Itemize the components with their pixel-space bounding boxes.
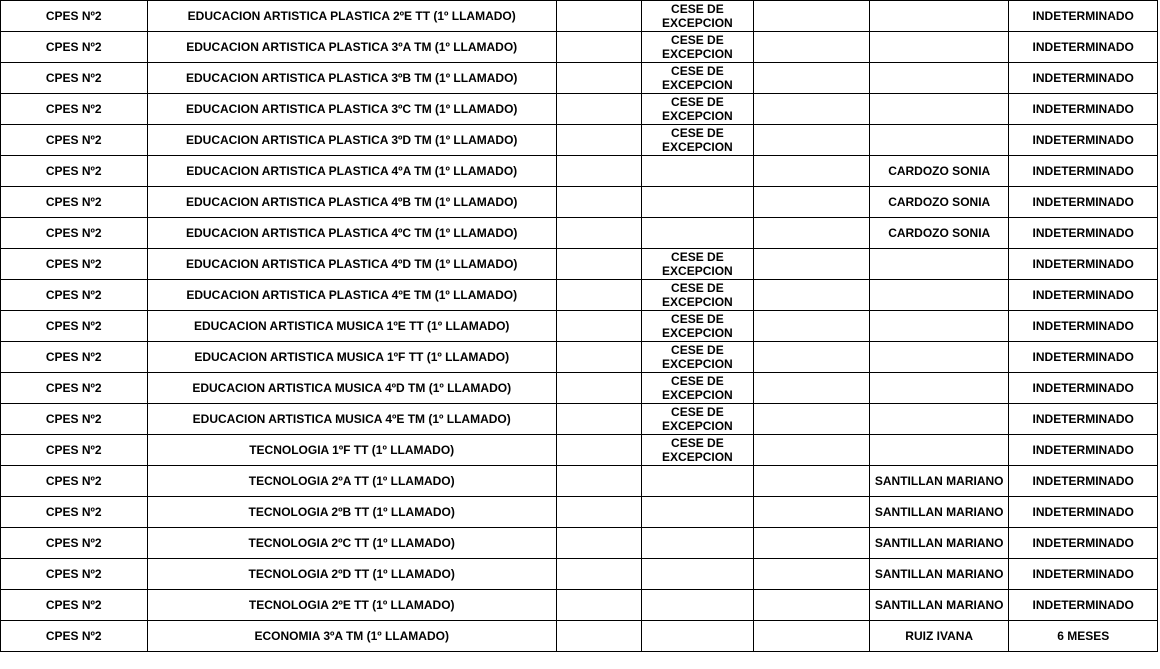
cell-empty-col5 (753, 63, 869, 94)
cell-reason (642, 559, 753, 590)
cell-duration: INDETERMINADO (1009, 311, 1158, 342)
cell-empty-col3 (556, 280, 641, 311)
cell-teacher: SANTILLAN MARIANO (869, 497, 1008, 528)
cell-duration: INDETERMINADO (1009, 497, 1158, 528)
table-row (1, 466, 1158, 497)
cell-institution: CPES Nº2 (1, 590, 148, 621)
cell-institution: CPES Nº2 (1, 311, 148, 342)
cell-teacher (869, 63, 1008, 94)
cell-empty-col3 (556, 125, 641, 156)
cell-subject: TECNOLOGIA 2ºB TT (1º LLAMADO) (147, 497, 556, 528)
cell-teacher: CARDOZO SONIA (869, 187, 1008, 218)
table-row (1, 94, 1158, 125)
cell-reason (642, 218, 753, 249)
table-row (1, 528, 1158, 559)
cell-institution: CPES Nº2 (1, 63, 148, 94)
cell-empty-col3 (556, 32, 641, 63)
cell-teacher: SANTILLAN MARIANO (869, 559, 1008, 590)
cell-empty-col3 (556, 187, 641, 218)
cell-subject: EDUCACION ARTISTICA PLASTICA 3ºD TM (1º LLAMADO) (147, 125, 556, 156)
table-row (1, 497, 1158, 528)
cell-subject: TECNOLOGIA 1ºF TT (1º LLAMADO) (147, 435, 556, 466)
cell-subject: EDUCACION ARTISTICA PLASTICA 3ºC TM (1º LLAMADO) (147, 94, 556, 125)
table-row (1, 621, 1158, 652)
cell-empty-col3 (556, 218, 641, 249)
table-row (1, 373, 1158, 404)
cell-reason: CESE DE EXCEPCION (642, 280, 753, 311)
cell-duration: INDETERMINADO (1009, 94, 1158, 125)
cell-institution: CPES Nº2 (1, 404, 148, 435)
cell-institution: CPES Nº2 (1, 218, 148, 249)
cell-teacher (869, 373, 1008, 404)
cell-reason (642, 621, 753, 652)
cell-empty-col5 (753, 125, 869, 156)
cell-duration: INDETERMINADO (1009, 435, 1158, 466)
cell-empty-col3 (556, 156, 641, 187)
cell-institution: CPES Nº2 (1, 621, 148, 652)
cell-empty-col3 (556, 590, 641, 621)
cell-duration: INDETERMINADO (1009, 218, 1158, 249)
cell-reason (642, 497, 753, 528)
cell-reason (642, 466, 753, 497)
cell-reason (642, 590, 753, 621)
cell-teacher (869, 311, 1008, 342)
cell-reason: CESE DE EXCEPCION (642, 1, 753, 32)
cell-institution: CPES Nº2 (1, 1, 148, 32)
table-row (1, 280, 1158, 311)
cell-reason: CESE DE EXCEPCION (642, 373, 753, 404)
cell-duration: 6 MESES (1009, 621, 1158, 652)
cell-empty-col5 (753, 311, 869, 342)
cell-subject: EDUCACION ARTISTICA MUSICA 1ºF TT (1º LLAMADO) (147, 342, 556, 373)
cell-empty-col3 (556, 528, 641, 559)
cell-teacher: SANTILLAN MARIANO (869, 466, 1008, 497)
cell-institution: CPES Nº2 (1, 466, 148, 497)
cell-subject: EDUCACION ARTISTICA PLASTICA 2ºE TT (1º LLAMADO) (147, 1, 556, 32)
cell-institution: CPES Nº2 (1, 559, 148, 590)
cell-empty-col3 (556, 311, 641, 342)
cell-empty-col3 (556, 249, 641, 280)
cell-reason (642, 528, 753, 559)
cell-teacher (869, 1, 1008, 32)
cell-duration: INDETERMINADO (1009, 466, 1158, 497)
cell-empty-col3 (556, 94, 641, 125)
cell-duration: INDETERMINADO (1009, 187, 1158, 218)
cell-empty-col5 (753, 280, 869, 311)
cell-teacher: SANTILLAN MARIANO (869, 528, 1008, 559)
cell-duration: INDETERMINADO (1009, 559, 1158, 590)
cell-teacher: SANTILLAN MARIANO (869, 590, 1008, 621)
cell-duration: INDETERMINADO (1009, 156, 1158, 187)
cell-teacher (869, 94, 1008, 125)
cell-empty-col3 (556, 1, 641, 32)
cell-institution: CPES Nº2 (1, 125, 148, 156)
table-row (1, 218, 1158, 249)
cell-subject: EDUCACION ARTISTICA PLASTICA 4ºD TM (1º LLAMADO) (147, 249, 556, 280)
cell-empty-col5 (753, 497, 869, 528)
cell-duration: INDETERMINADO (1009, 590, 1158, 621)
cell-teacher (869, 249, 1008, 280)
table-row (1, 187, 1158, 218)
cell-duration: INDETERMINADO (1009, 125, 1158, 156)
cell-empty-col5 (753, 249, 869, 280)
cell-institution: CPES Nº2 (1, 373, 148, 404)
table-row (1, 311, 1158, 342)
cell-empty-col3 (556, 466, 641, 497)
cell-institution: CPES Nº2 (1, 32, 148, 63)
cell-institution: CPES Nº2 (1, 249, 148, 280)
cell-empty-col3 (556, 342, 641, 373)
table-row (1, 1, 1158, 32)
table-row (1, 63, 1158, 94)
cell-empty-col5 (753, 621, 869, 652)
cell-subject: ECONOMIA 3ºA TM (1º LLAMADO) (147, 621, 556, 652)
cell-institution: CPES Nº2 (1, 187, 148, 218)
cell-institution: CPES Nº2 (1, 342, 148, 373)
table-row (1, 156, 1158, 187)
cell-reason: CESE DE EXCEPCION (642, 32, 753, 63)
table-row (1, 559, 1158, 590)
cell-empty-col3 (556, 373, 641, 404)
cell-empty-col3 (556, 404, 641, 435)
cell-reason: CESE DE EXCEPCION (642, 125, 753, 156)
cell-subject: EDUCACION ARTISTICA MUSICA 1ºE TT (1º LLAMADO) (147, 311, 556, 342)
cell-teacher: CARDOZO SONIA (869, 218, 1008, 249)
cell-reason (642, 187, 753, 218)
cell-reason: CESE DE EXCEPCION (642, 249, 753, 280)
cell-institution: CPES Nº2 (1, 280, 148, 311)
cell-reason: CESE DE EXCEPCION (642, 342, 753, 373)
cell-subject: EDUCACION ARTISTICA PLASTICA 4ºA TM (1º LLAMADO) (147, 156, 556, 187)
table-row (1, 32, 1158, 63)
cell-empty-col3 (556, 559, 641, 590)
cell-institution: CPES Nº2 (1, 94, 148, 125)
cell-teacher (869, 280, 1008, 311)
table-row (1, 125, 1158, 156)
cell-duration: INDETERMINADO (1009, 32, 1158, 63)
cell-institution: CPES Nº2 (1, 528, 148, 559)
cell-institution: CPES Nº2 (1, 156, 148, 187)
cell-empty-col5 (753, 435, 869, 466)
cell-duration: INDETERMINADO (1009, 373, 1158, 404)
table-row (1, 435, 1158, 466)
cell-reason (642, 156, 753, 187)
cell-reason: CESE DE EXCEPCION (642, 404, 753, 435)
cell-duration: INDETERMINADO (1009, 280, 1158, 311)
table-body (1, 1, 1158, 652)
cell-subject: TECNOLOGIA 2ºE TT (1º LLAMADO) (147, 590, 556, 621)
cell-duration: INDETERMINADO (1009, 342, 1158, 373)
table-row (1, 404, 1158, 435)
cell-empty-col5 (753, 32, 869, 63)
cell-empty-col5 (753, 466, 869, 497)
cell-subject: EDUCACION ARTISTICA PLASTICA 3ºA TM (1º LLAMADO) (147, 32, 556, 63)
cell-subject: TECNOLOGIA 2ºD TT (1º LLAMADO) (147, 559, 556, 590)
cell-teacher (869, 404, 1008, 435)
cell-empty-col5 (753, 156, 869, 187)
cell-teacher (869, 435, 1008, 466)
cell-empty-col5 (753, 218, 869, 249)
cell-teacher (869, 342, 1008, 373)
cell-empty-col3 (556, 63, 641, 94)
cell-subject: TECNOLOGIA 2ºC TT (1º LLAMADO) (147, 528, 556, 559)
cell-institution: CPES Nº2 (1, 497, 148, 528)
cell-empty-col5 (753, 373, 869, 404)
cell-reason: CESE DE EXCEPCION (642, 311, 753, 342)
cell-teacher (869, 32, 1008, 63)
cell-subject: EDUCACION ARTISTICA PLASTICA 4ºE TM (1º LLAMADO) (147, 280, 556, 311)
cell-subject: EDUCACION ARTISTICA PLASTICA 4ºB TM (1º LLAMADO) (147, 187, 556, 218)
cell-subject: EDUCACION ARTISTICA PLASTICA 3ºB TM (1º LLAMADO) (147, 63, 556, 94)
cell-reason: CESE DE EXCEPCION (642, 63, 753, 94)
cell-subject: TECNOLOGIA 2ºA TT (1º LLAMADO) (147, 466, 556, 497)
cell-empty-col5 (753, 1, 869, 32)
cell-duration: INDETERMINADO (1009, 404, 1158, 435)
cell-empty-col5 (753, 559, 869, 590)
cell-subject: EDUCACION ARTISTICA MUSICA 4ºE TM (1º LLAMADO) (147, 404, 556, 435)
cell-teacher: RUIZ IVANA (869, 621, 1008, 652)
cell-empty-col5 (753, 528, 869, 559)
table-row (1, 590, 1158, 621)
cell-institution: CPES Nº2 (1, 435, 148, 466)
table-row (1, 249, 1158, 280)
cell-duration: INDETERMINADO (1009, 528, 1158, 559)
cell-reason: CESE DE EXCEPCION (642, 435, 753, 466)
cell-empty-col5 (753, 187, 869, 218)
cell-teacher (869, 125, 1008, 156)
cell-empty-col5 (753, 590, 869, 621)
table-row (1, 342, 1158, 373)
cell-empty-col5 (753, 404, 869, 435)
cell-teacher: CARDOZO SONIA (869, 156, 1008, 187)
cell-empty-col5 (753, 94, 869, 125)
cell-empty-col3 (556, 435, 641, 466)
cell-subject: EDUCACION ARTISTICA PLASTICA 4ºC TM (1º LLAMADO) (147, 218, 556, 249)
cell-empty-col3 (556, 497, 641, 528)
cell-subject: EDUCACION ARTISTICA MUSICA 4ºD TM (1º LLAMADO) (147, 373, 556, 404)
cell-empty-col5 (753, 342, 869, 373)
cell-empty-col3 (556, 621, 641, 652)
cell-duration: INDETERMINADO (1009, 63, 1158, 94)
cell-reason: CESE DE EXCEPCION (642, 94, 753, 125)
cell-duration: INDETERMINADO (1009, 249, 1158, 280)
cell-duration: INDETERMINADO (1009, 1, 1158, 32)
